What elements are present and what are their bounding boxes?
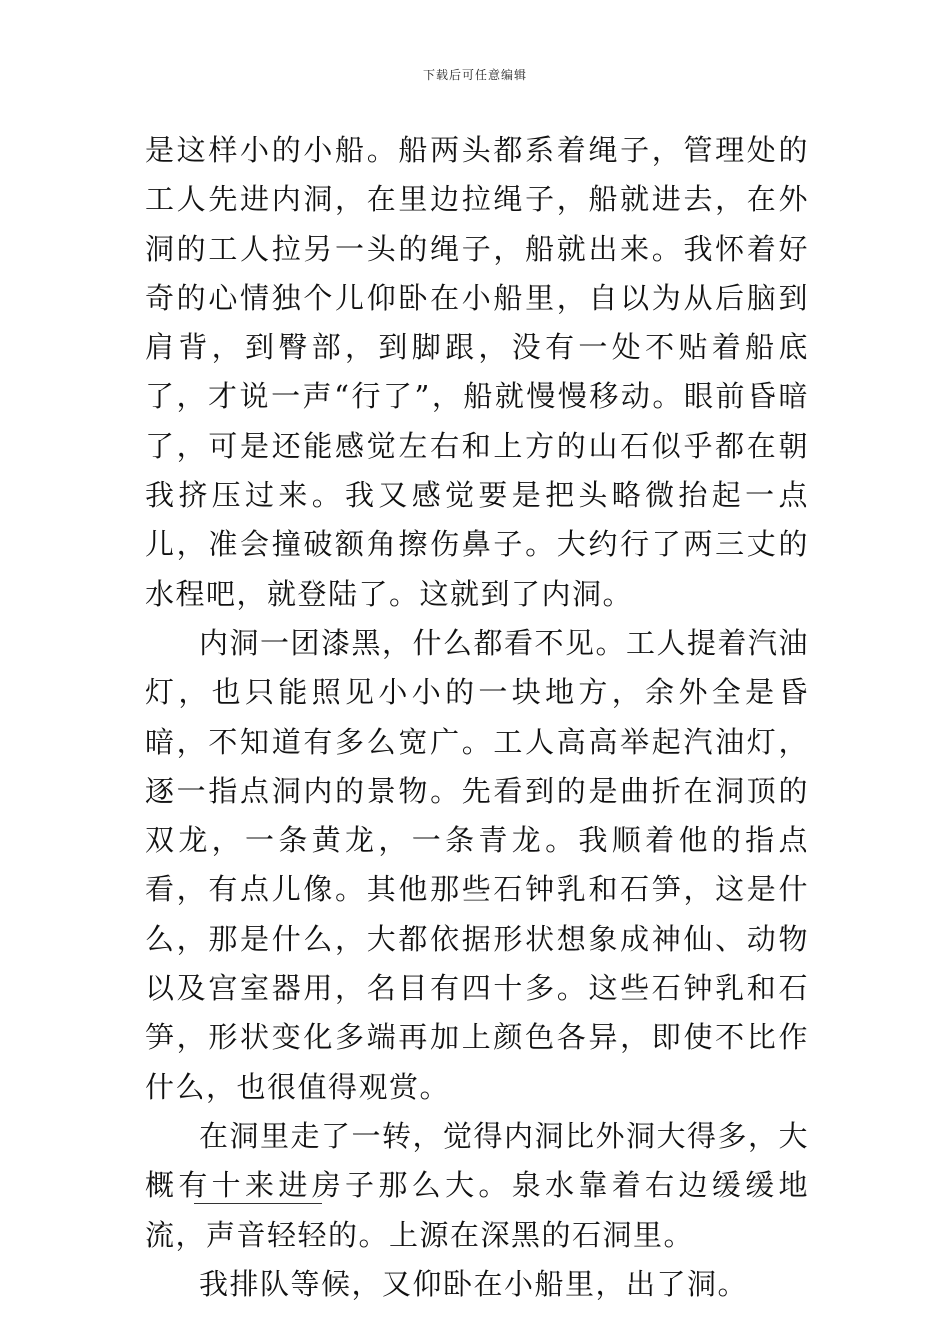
paragraph-4: 我排队等候，又仰卧在小船里，出了洞。 xyxy=(199,1266,749,1301)
paragraph-2: 内洞一团漆黑，什么都看不见。工人提着汽油灯，也只能照见小小的一块地方，余外全是昏暗，不知道有多么宽广。工人高高举起汽油灯，逐一指点洞内的景物。先看到的是曲折在洞顶的双龙，一条黄龙，一条青龙。我顺着他的指点看，有点儿像。其他那些石钟乳和石笋，这是什么，那是什么，大都依据形状想象成神仙、动物以及宫室器用，名目有四十多。这些石钟乳和石笋，形状变化多端再加上颜色各异，即使不比作什么，也很值得观赏。 xyxy=(145,625,810,1104)
paragraph-3: 在洞里走了一转，觉得内洞比外洞大得多，大概有十来进房子那么大。泉水靠着右边缓缓地流，声音轻轻的。上源在深黑的石洞里。 xyxy=(145,1118,810,1252)
page-header: 下载后可任意编辑 xyxy=(422,68,527,82)
footnote-divider xyxy=(194,1203,322,1204)
paragraph-1: 是这样小的小船。船两头都系着绳子，管理处的工人先进内洞，在里边拉绳子，船就进去，在外洞的工人拉另一头的绳子，船就出来。我怀着好奇的心情独个儿仰卧在小船里，自以为从后脑到肩背，到臀部，到脚跟，没有一处不贴着船底了，才说一声“行了”，船就慢慢移动。眼前昏暗了，可是还能感觉左右和上方的山石似乎都在朝我挤压过来。我又感觉要是把头略微抬起一点儿，准会撞破额角擦伤鼻子。大约行了两三丈的水程吧，就登陆了。这就到了内洞。 xyxy=(145,133,809,611)
article-body xyxy=(145,126,809,1309)
